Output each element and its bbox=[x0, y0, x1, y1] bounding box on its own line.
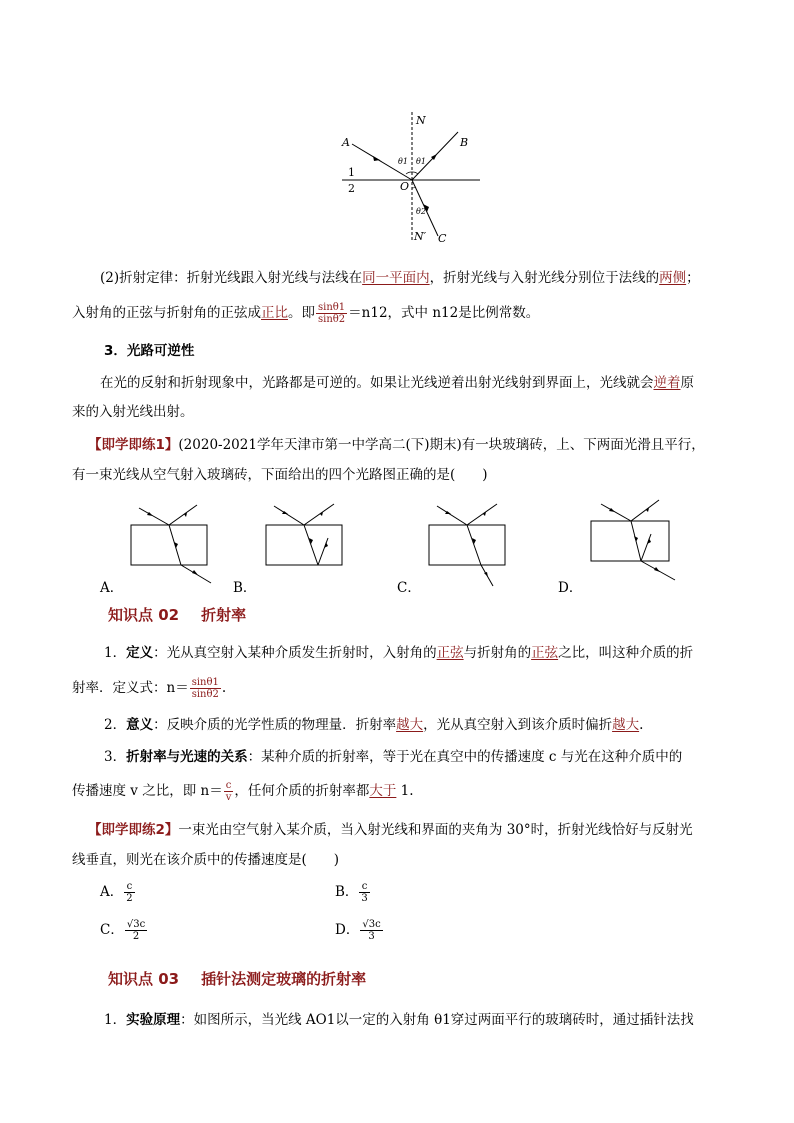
item-number: 1． bbox=[104, 645, 127, 661]
answer-both-sides: 两侧 bbox=[659, 270, 687, 286]
fraction-numerator: √3c bbox=[126, 919, 146, 930]
definition-text: 与折射角的 bbox=[463, 645, 532, 661]
fraction-denominator: 3 bbox=[361, 893, 368, 904]
option-c-diagram bbox=[423, 500, 518, 588]
kp3-label: 知识点 03 bbox=[108, 970, 180, 988]
exercise2-text: 一束光由空气射入某介质，当入射光线和界面的夹角为 30°时，折射光线恰好与反射光 bbox=[178, 822, 693, 838]
meaning-line bbox=[104, 715, 643, 735]
reversibility-text: 原 bbox=[680, 375, 694, 391]
definition-line-1 bbox=[104, 643, 693, 663]
law-line-2 bbox=[72, 302, 539, 325]
kp3-title: 插针法测定玻璃的折射率 bbox=[201, 970, 367, 988]
fraction-numerator: c bbox=[124, 881, 134, 893]
option-fraction bbox=[360, 919, 382, 942]
option-a-diagram bbox=[125, 500, 220, 588]
exercise1-option-a[interactable]: A． bbox=[100, 580, 124, 596]
option-fraction bbox=[359, 881, 369, 904]
exercise1-text: (2020-2021学年天津市第一中学高二(下)期末)有一块玻璃砖，上、下两面光滑且平行， bbox=[178, 437, 705, 453]
theta1-left-label: θ1 bbox=[398, 157, 408, 166]
answer-same-plane: 同一平面内 bbox=[362, 270, 430, 286]
medium-2-label: 2 bbox=[348, 182, 355, 195]
fraction-numerator: c bbox=[359, 881, 369, 893]
answer-reverse: 逆着 bbox=[653, 375, 681, 391]
definition-fraction bbox=[190, 677, 221, 700]
kp2-heading bbox=[108, 604, 246, 625]
speed-line-2 bbox=[72, 780, 414, 803]
principle-head: 实验原理 bbox=[126, 1012, 181, 1028]
fraction-denominator: 2 bbox=[132, 931, 140, 942]
medium-1-label: 1 bbox=[348, 166, 355, 179]
fraction-denominator: sinθ2 bbox=[191, 689, 219, 700]
item-number: 2． bbox=[104, 717, 127, 733]
reversibility-text: 在光的反射和折射现象中，光路都是可逆的。如果让光线逆着出射光线射到界面上，光线就会 bbox=[100, 375, 654, 391]
answer-larger-2: 越大 bbox=[612, 717, 640, 733]
speed-fraction bbox=[224, 780, 234, 803]
label-O: O bbox=[400, 180, 410, 193]
exercise1-option-c[interactable]: C． bbox=[397, 580, 421, 596]
fraction-numerator: c bbox=[224, 780, 234, 792]
answer-greater-than: 大于 bbox=[369, 783, 397, 799]
exercise2-option-d[interactable] bbox=[335, 918, 384, 942]
answer-sine-2: 正弦 bbox=[531, 645, 559, 661]
option-fraction bbox=[125, 919, 147, 942]
meaning-head: 意义 bbox=[126, 717, 154, 733]
theta1-right-label: θ1 bbox=[416, 157, 426, 166]
definition-text: 射率．定义式：n＝ bbox=[72, 680, 189, 696]
exercise2-option-b[interactable] bbox=[335, 880, 371, 904]
answer-proportional: 正比 bbox=[261, 305, 288, 321]
speed-line-1 bbox=[104, 747, 682, 767]
speed-text: 传播速度 v 之比，即 n＝ bbox=[72, 783, 223, 799]
speed-text: 1. bbox=[396, 783, 414, 799]
speed-head: 折射率与光速的关系 bbox=[126, 749, 248, 765]
reversibility-heading: 3．光路可逆性 bbox=[104, 343, 195, 359]
option-label: A． bbox=[100, 884, 124, 900]
option-d-diagram bbox=[585, 496, 685, 588]
reversibility-line-2: 来的入射光线出射。 bbox=[72, 404, 194, 420]
option-fraction bbox=[124, 881, 134, 904]
label-N: N bbox=[416, 114, 426, 127]
fraction-denominator: v bbox=[225, 792, 232, 803]
law-line-1 bbox=[100, 268, 700, 288]
definition-text: 之比，叫这种介质的折 bbox=[558, 645, 694, 661]
label-N-prime: N′ bbox=[414, 230, 427, 243]
exercise1-option-b[interactable]: B． bbox=[233, 580, 257, 596]
exercise2-option-a[interactable] bbox=[100, 880, 136, 904]
meaning-text: . bbox=[639, 717, 644, 733]
refraction-diagram bbox=[330, 108, 490, 248]
definition-text: . bbox=[221, 680, 227, 696]
fraction-numerator: sinθ1 bbox=[191, 677, 219, 688]
fraction-denominator: 2 bbox=[126, 893, 133, 904]
theta2-label: θ2 bbox=[416, 207, 426, 216]
item-number: 1． bbox=[104, 1012, 127, 1028]
option-b-diagram bbox=[258, 500, 353, 588]
answer-larger-1: 越大 bbox=[396, 717, 424, 733]
exercise2-line-1 bbox=[88, 820, 693, 840]
label-A: A bbox=[342, 136, 350, 149]
label-C: C bbox=[438, 232, 447, 245]
definition-head: 定义 bbox=[126, 645, 154, 661]
principle-text: ：如图所示，当光线 AO1以一定的入射角 θ1穿过两面平行的玻璃砖时，通过插针法找 bbox=[180, 1012, 694, 1028]
answer-sine-1: 正弦 bbox=[436, 645, 464, 661]
exercise1-line-2: 有一束光线从空气射入玻璃砖，下面给出的四个光路图正确的是( ) bbox=[72, 467, 488, 483]
law-text: 。即 bbox=[288, 305, 315, 321]
meaning-text: ：反映介质的光学性质的物理量．折射率 bbox=[153, 717, 397, 733]
label-B: B bbox=[460, 136, 469, 149]
law-text: ，折射光线与入射光线分别位于法线的 bbox=[429, 270, 660, 286]
principle-line bbox=[104, 1010, 694, 1030]
item-number: 3． bbox=[104, 749, 127, 765]
meaning-text: ，光从真空射入到该介质时偏折 bbox=[423, 717, 613, 733]
definition-text: ：光从真空射入某种介质发生折射时，入射角的 bbox=[153, 645, 437, 661]
option-label: D． bbox=[335, 922, 360, 938]
kp2-label: 知识点 02 bbox=[108, 606, 180, 624]
exercise2-option-c[interactable] bbox=[100, 918, 148, 942]
exercise1-line-1 bbox=[88, 435, 705, 455]
fraction-numerator: sinθ1 bbox=[318, 302, 346, 313]
speed-text: ：某种介质的折射率，等于光在真空中的传播速度 c 与光在这种介质中的 bbox=[247, 749, 683, 765]
fraction-denominator: sinθ2 bbox=[318, 314, 346, 325]
exercise2-tag: 【即学即练2】 bbox=[88, 822, 179, 838]
exercise1-option-d[interactable]: D． bbox=[558, 580, 583, 596]
kp3-heading bbox=[108, 968, 366, 989]
reversibility-line-1 bbox=[100, 373, 694, 393]
law-text: 入射角的正弦与折射角的正弦成 bbox=[72, 305, 261, 321]
definition-line-2 bbox=[72, 677, 226, 700]
option-label: C． bbox=[100, 922, 124, 938]
law-text: ； bbox=[686, 270, 700, 286]
fraction-denominator: 3 bbox=[368, 931, 375, 942]
exercise1-tag: 【即学即练1】 bbox=[88, 437, 179, 453]
law-text: (2)折射定律：折射光线跟入射光线与法线在 bbox=[100, 270, 363, 286]
exercise2-line-2: 线垂直，则光在该介质中的传播速度是( ) bbox=[72, 852, 340, 868]
law-text: ＝n12，式中 n12是比例常数。 bbox=[348, 305, 540, 321]
option-label: B． bbox=[335, 884, 359, 900]
kp2-title: 折射率 bbox=[201, 606, 247, 624]
speed-text: ，任何介质的折射率都 bbox=[234, 783, 370, 799]
fraction-numerator: √3c bbox=[362, 919, 381, 930]
law-fraction bbox=[316, 302, 347, 325]
